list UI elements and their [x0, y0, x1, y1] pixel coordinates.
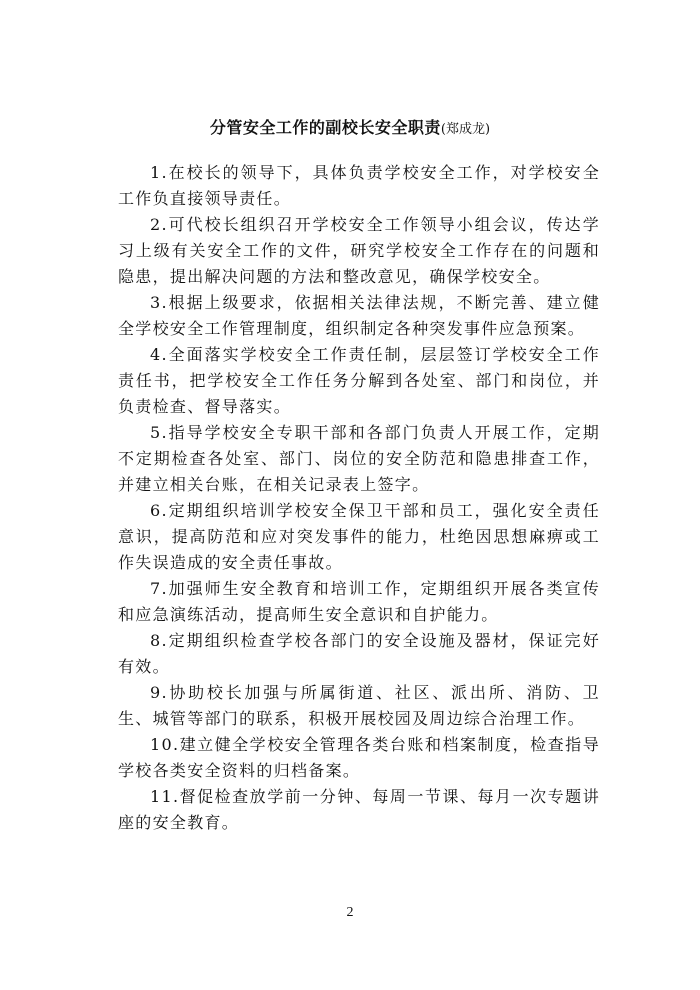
paragraph-7: 7.加强师生安全教育和培训工作，定期组织开展各类宣传和应急演练活动，提高师生安全意识和自护能力。 [118, 579, 600, 624]
paragraph-6: 6.定期组织培训学校安全保卫干部和员工，强化安全责任意识，提高防范和应对突发事件的能力，杜绝因思想麻痹或工作失误造成的安全责任事故。 [118, 501, 600, 572]
document-body [118, 160, 600, 836]
document-author: (郑成龙) [440, 122, 491, 137]
paragraph-8: 8.定期组织检查学校各部门的安全设施及器材，保证完好有效。 [118, 631, 600, 676]
document-title-line [0, 116, 700, 142]
paragraph-2: 2.可代校长组织召开学校安全工作领导小组会议，传达学习上级有关安全工作的文件，研究学校安全工作存在的问题和隐患，提出解决问题的方法和整改意见，确保学校安全。 [118, 215, 600, 286]
paragraph-5: 5.指导学校安全专职干部和各部门负责人开展工作，定期不定期检查各处室、部门、岗位的安全防范和隐患排查工作，并建立相关台账，在相关记录表上签字。 [118, 423, 600, 494]
page-number: 2 [346, 905, 354, 920]
document-title: 分管安全工作的副校长安全职责 [209, 118, 441, 137]
paragraph-3: 3.根据上级要求，依据相关法律法规，不断完善、建立健全学校安全工作管理制度，组织制定各种突发事件应急预案。 [118, 293, 600, 338]
paragraph-9: 9.协助校长加强与所属街道、社区、派出所、消防、卫生、城管等部门的联系，积极开展校园及周边综合治理工作。 [118, 683, 600, 728]
paragraph-11: 11.督促检查放学前一分钟、每周一节课、每月一次专题讲座的安全教育。 [118, 787, 600, 832]
paragraph-4: 4.全面落实学校安全工作责任制，层层签订学校安全工作责任书，把学校安全工作任务分解到各处室、部门和岗位，并负责检查、督导落实。 [118, 345, 600, 416]
paragraph-1: 1.在校长的领导下，具体负责学校安全工作，对学校安全工作负直接领导责任。 [118, 163, 600, 208]
paragraph-10: 10.建立健全学校安全管理各类台账和档案制度，检查指导学校各类安全资料的归档备案。 [118, 735, 600, 780]
